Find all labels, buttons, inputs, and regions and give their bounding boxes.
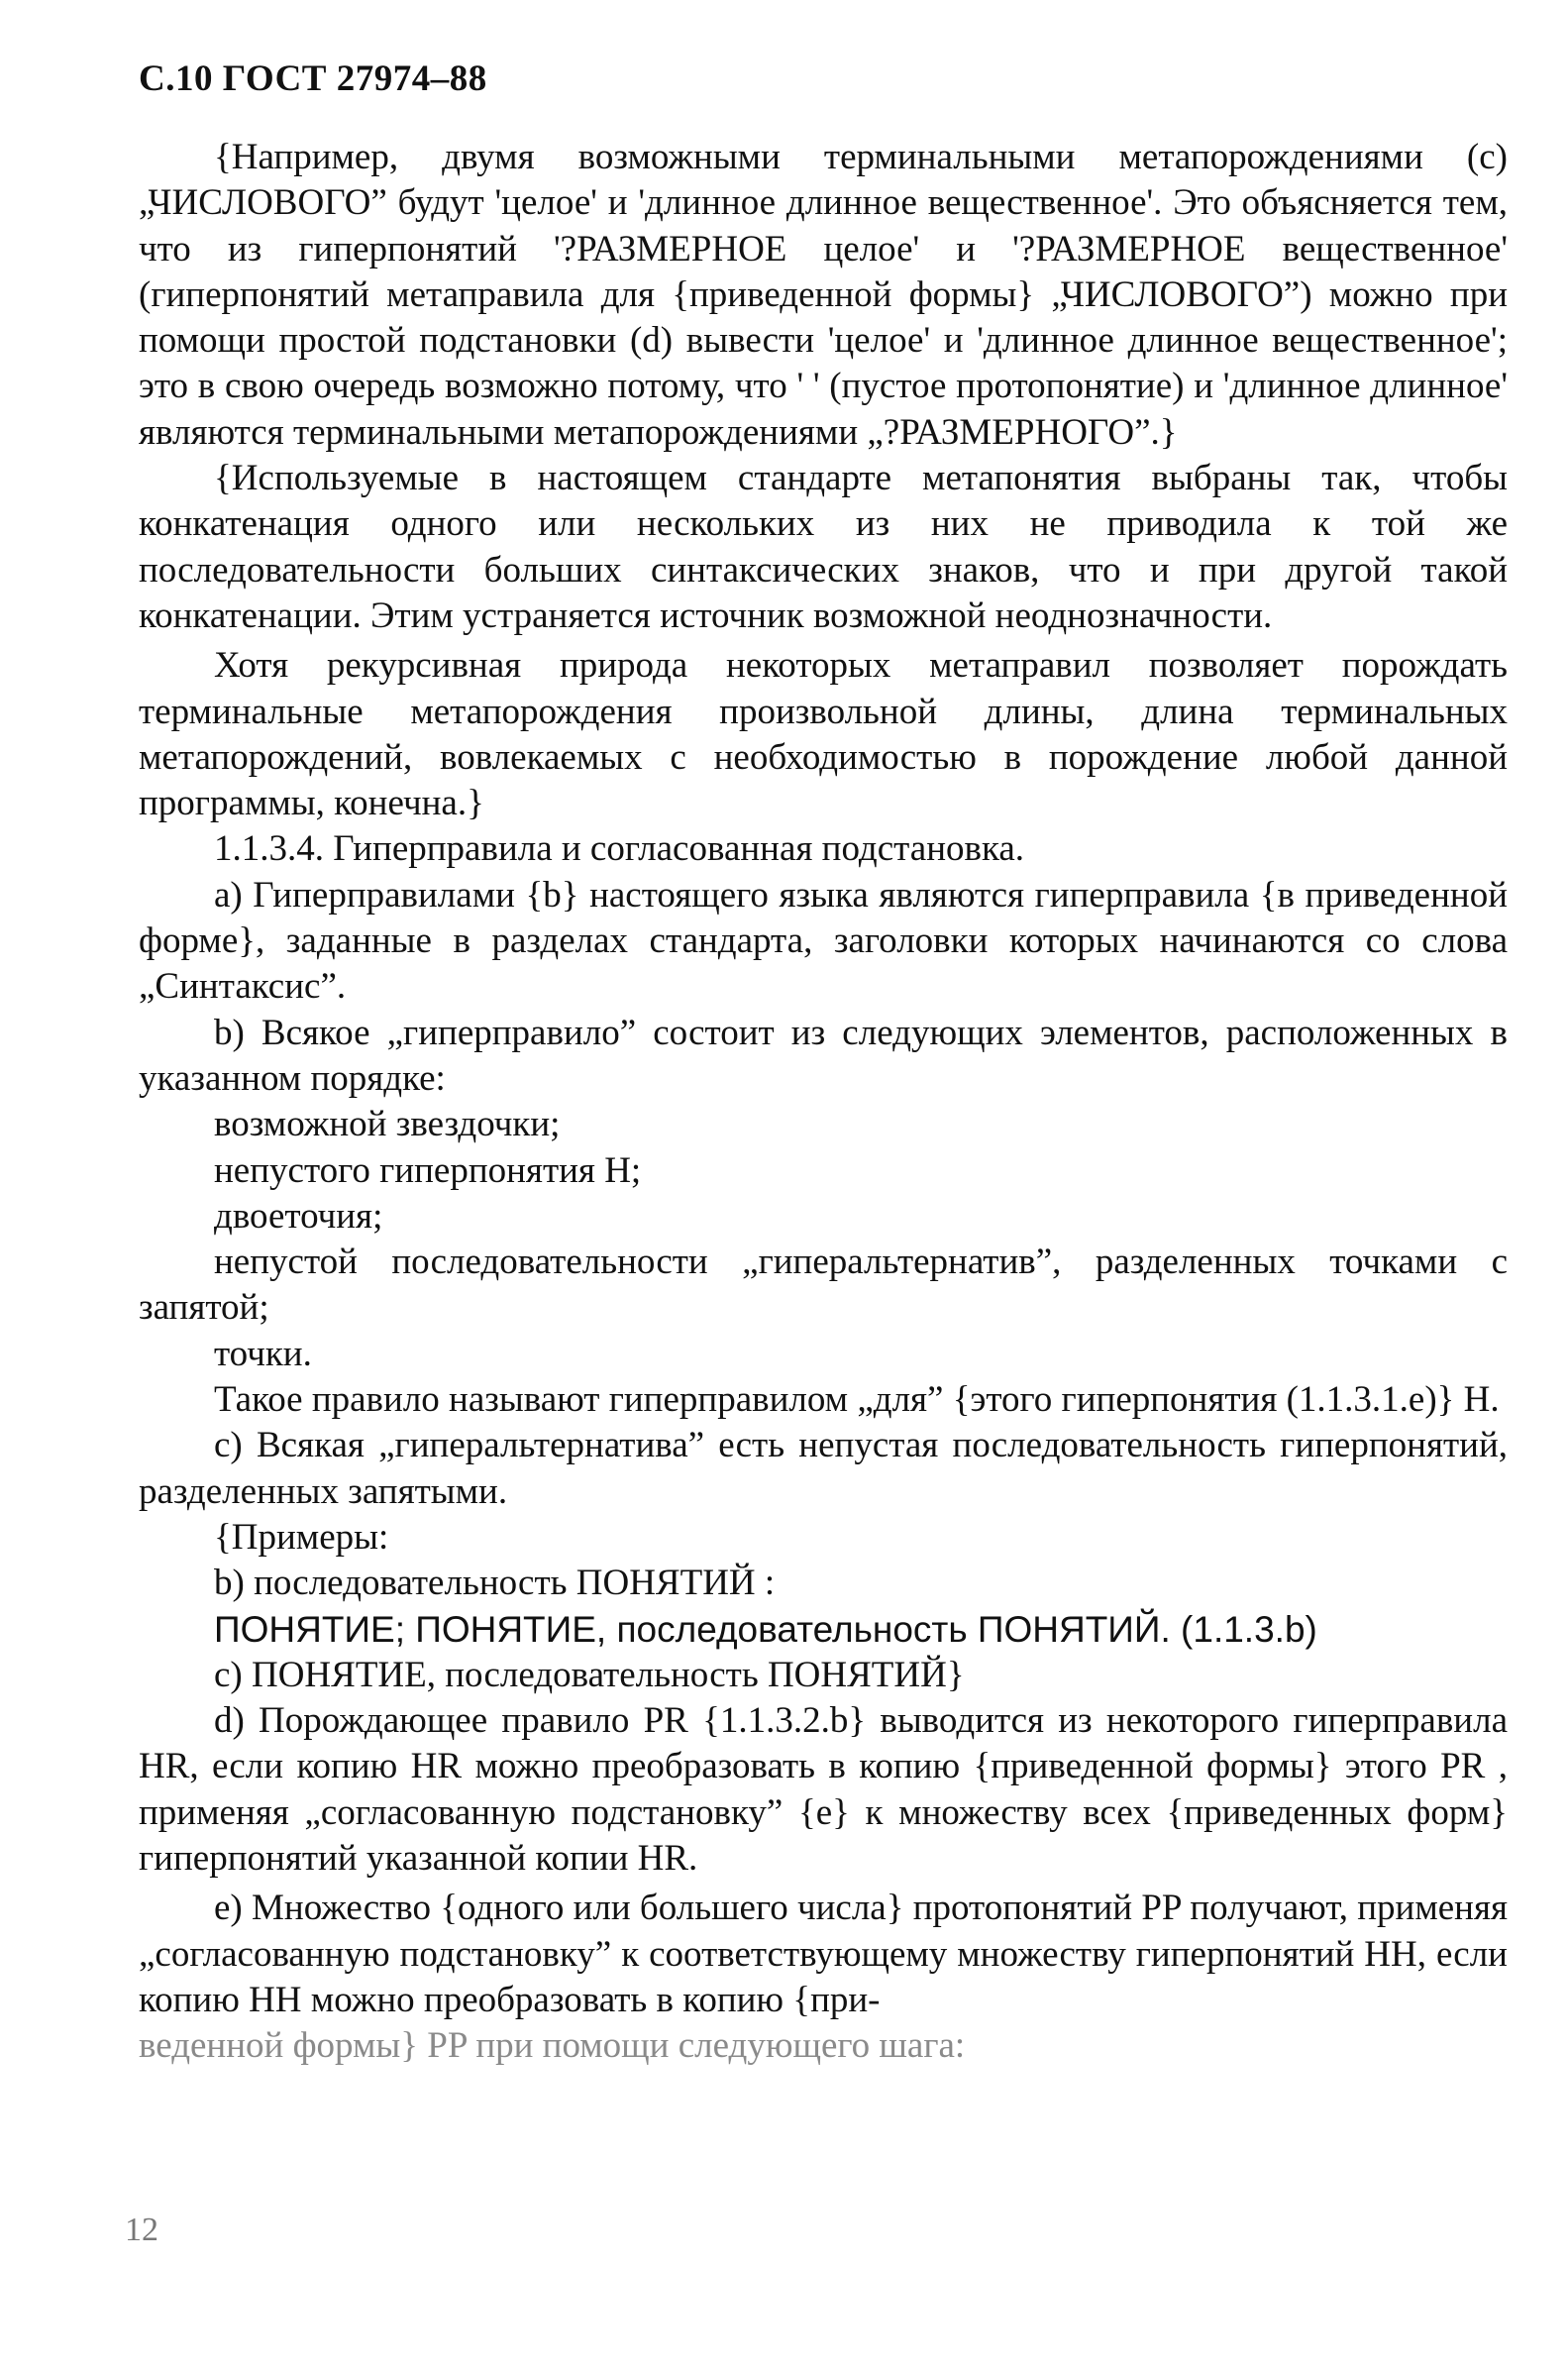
paragraph-item-e-continued: веденной формы} PP при помощи следующего шага:: [139, 2025, 966, 2067]
page-header: С.10 ГОСТ 27974–88: [139, 58, 487, 99]
paragraph-rule-for: Такое правило называют гиперправилом „для” {этого гиперпонятия (1.1.3.1.e)} H.: [214, 1379, 1500, 1421]
example-b: b) последовательность ПОНЯТИЙ :: [214, 1563, 776, 1604]
examples-heading: {Примеры:: [214, 1516, 389, 1558]
paragraph-item-e: e) Множество {одного или большего числа} протопонятий PP получают, применяя „согласованную подстановку” к соответствующему множеству гиперпонятий HH, если копию HH можно преобразовать в копию {при-: [139, 1888, 1509, 2020]
page-body: [139, 135, 1508, 2069]
list-item-hypernotion: непустого гиперпонятия H;: [214, 1149, 642, 1191]
paragraph-recursion: Хотя рекурсивная природа некоторых метаправил позволяет порождать терминальные метапорождения произвольной длины, длина терминальных метапорождений, вовлекаемых с необходимостью в порождение любой данной программы, конечна.}: [139, 645, 1508, 824]
list-item-colon: двоеточия;: [214, 1195, 383, 1237]
paragraph-item-a: a) Гиперправилами {b} настоящего языка являются гиперправила {в приведенной форме}, заданные в разделах стандарта, заголовки которых начинаются со слова „Синтаксис”.: [139, 874, 1508, 1008]
list-item-alternatives: непустой последовательности „гиперальтернатив”, разделенных точками с запятой;: [139, 1241, 1508, 1329]
section-heading-1-1-3-4: 1.1.3.4. Гиперправила и согласованная подстановка.: [214, 828, 1025, 870]
paragraph-item-c: c) Всякая „гиперальтернатива” есть непустая последовательность гиперпонятий, разделенных запятыми.: [139, 1425, 1508, 1512]
list-item-asterisk: возможной звездочки;: [214, 1104, 561, 1145]
list-item-point: точки.: [214, 1333, 312, 1374]
paragraph-item-b: b) Всякое „гиперправило” состоит из следующих элементов, расположенных в указанном порядке:: [139, 1012, 1508, 1099]
paragraph-item-d: d) Порождающее правило PR {1.1.3.2.b} выводится из некоторого гиперправила HR, если копию HR можно преобразовать в копию {приведенной формы} этого PR , применяя „согласованную подстановку” {e} к множеству всех {приведенных форм} гиперпонятий указанной копии HR.: [139, 1700, 1508, 1879]
example-b-rule: ПОНЯТИЕ; ПОНЯТИЕ, последовательность ПОНЯТИЙ. (1.1.3.b): [214, 1608, 1317, 1650]
page-number: 12: [125, 2212, 158, 2248]
example-c: c) ПОНЯТИЕ, последовательность ПОНЯТИЙ}: [214, 1654, 965, 1695]
paragraph-metanotions: {Используемые в настоящем стандарте метапонятия выбраны так, чтобы конкатенация одного или нескольких из них не приводила к той же последовательности больших синтаксических знаков, что и при другой такой конкатенации. Этим устраняется источник возможной неоднозначности.: [139, 458, 1508, 636]
paragraph-example-numeric: {Например, двумя возможными терминальными метапорождениями (с) „ЧИСЛОВОГО” будут 'целое' и 'длинное длинное вещественное'. Это объясняется тем, что из гиперпонятий '?РАЗМЕРНОЕ целое' и '?РАЗМЕРНОЕ вещественное' (гиперпонятий метаправила для {приведенной формы} „ЧИСЛОВОГО”) можно при помощи простой подстановки (d) вывести 'целое' и 'длинное длинное вещественное'; это в свою очередь возможно потому, что ' ' (пустое протопонятие) и 'длинное длинное' являются терминальными метапорождениями „?РАЗМЕРНОГО”.}: [139, 137, 1508, 453]
